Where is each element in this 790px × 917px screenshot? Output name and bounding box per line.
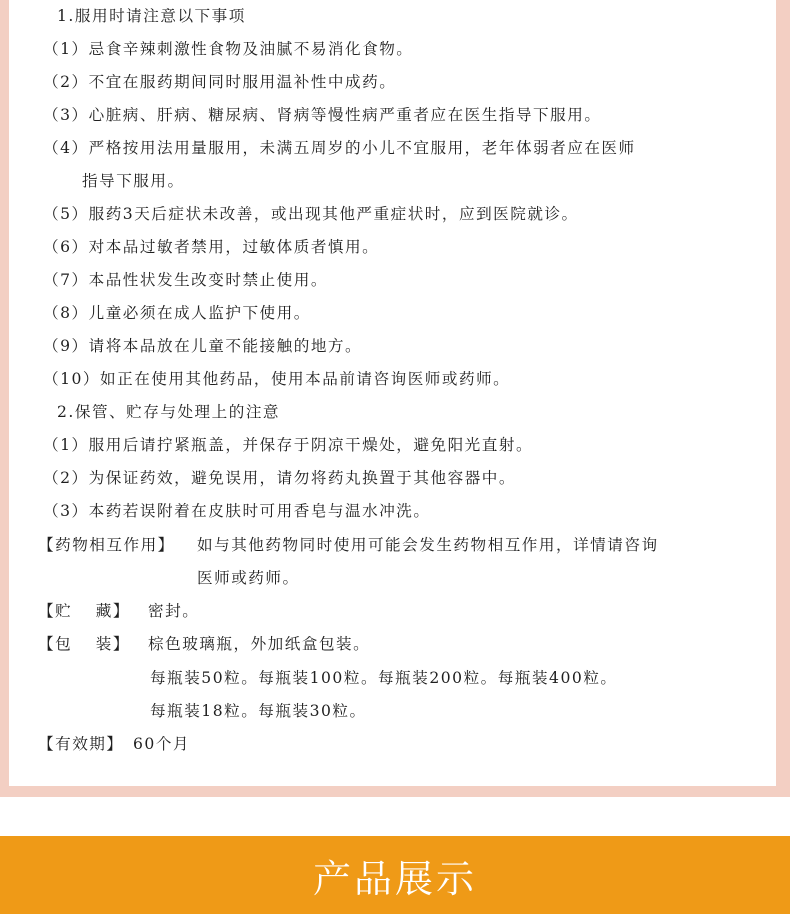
- interaction-text-cont: 医师或药师。: [197, 569, 300, 587]
- note-item-4: （4）严格按用法用量服用，未满五周岁的小儿不宜服用，老年体弱者应在医师: [43, 139, 636, 157]
- interaction-text: 如与其他药物同时使用可能会发生药物相互作用，详情请咨询: [197, 536, 659, 554]
- product-display-banner: [0, 836, 790, 914]
- note-item-5: （5）服药3天后症状未改善，或出现其他严重症状时，应到医院就诊。: [43, 205, 579, 223]
- storage-text: 密封。: [148, 602, 200, 620]
- note-item-4-cont: 指导下服用。: [82, 172, 185, 190]
- note-item-1: （1）忌食辛辣刺激性食物及油腻不易消化食物。: [43, 40, 414, 58]
- notes-heading: 1.服用时请注意以下事项: [57, 7, 246, 25]
- note-item-10: （10）如正在使用其他药品，使用本品前请咨询医师或药师。: [43, 370, 511, 388]
- package-label: 【包 装】: [38, 635, 130, 653]
- note-item-9: （9）请将本品放在儿童不能接触的地方。: [43, 337, 363, 355]
- validity-label: 【有效期】: [38, 735, 124, 753]
- storage-note-item-3: （3）本药若误附着在皮肤时可用香皂与温水冲洗。: [43, 502, 431, 520]
- storage-notes-heading: 2.保管、贮存与处理上的注意: [57, 403, 281, 421]
- note-item-3: （3）心脏病、肝病、糖尿病、肾病等慢性病严重者应在医生指导下服用。: [43, 106, 602, 124]
- interaction-label: 【药物相互作用】: [38, 536, 175, 554]
- note-item-2: （2）不宜在服药期间同时服用温补性中成药。: [43, 73, 397, 91]
- package-text: 棕色玻璃瓶，外加纸盒包装。: [148, 635, 371, 653]
- storage-note-item-1: （1）服用后请拧紧瓶盖，并保存于阴凉干燥处，避免阳光直射。: [43, 436, 534, 454]
- instructions-content: [9, 0, 776, 786]
- storage-note-item-2: （2）为保证药效，避免误用，请勿将药丸换置于其他容器中。: [43, 469, 516, 487]
- package-sizes-line-1: 每瓶装50粒。每瓶装100粒。每瓶装200粒。每瓶装400粒。: [150, 669, 618, 687]
- banner-title: 产品展示: [312, 856, 477, 901]
- package-sizes-line-2: 每瓶装18粒。每瓶装30粒。: [150, 702, 367, 720]
- note-item-8: （8）儿童必须在成人监护下使用。: [43, 304, 311, 322]
- note-item-6: （6）对本品过敏者禁用，过敏体质者慎用。: [43, 238, 380, 256]
- note-item-7: （7）本品性状发生改变时禁止使用。: [43, 271, 328, 289]
- storage-label: 【贮 藏】: [38, 602, 130, 620]
- validity-text: 60个月: [133, 735, 191, 753]
